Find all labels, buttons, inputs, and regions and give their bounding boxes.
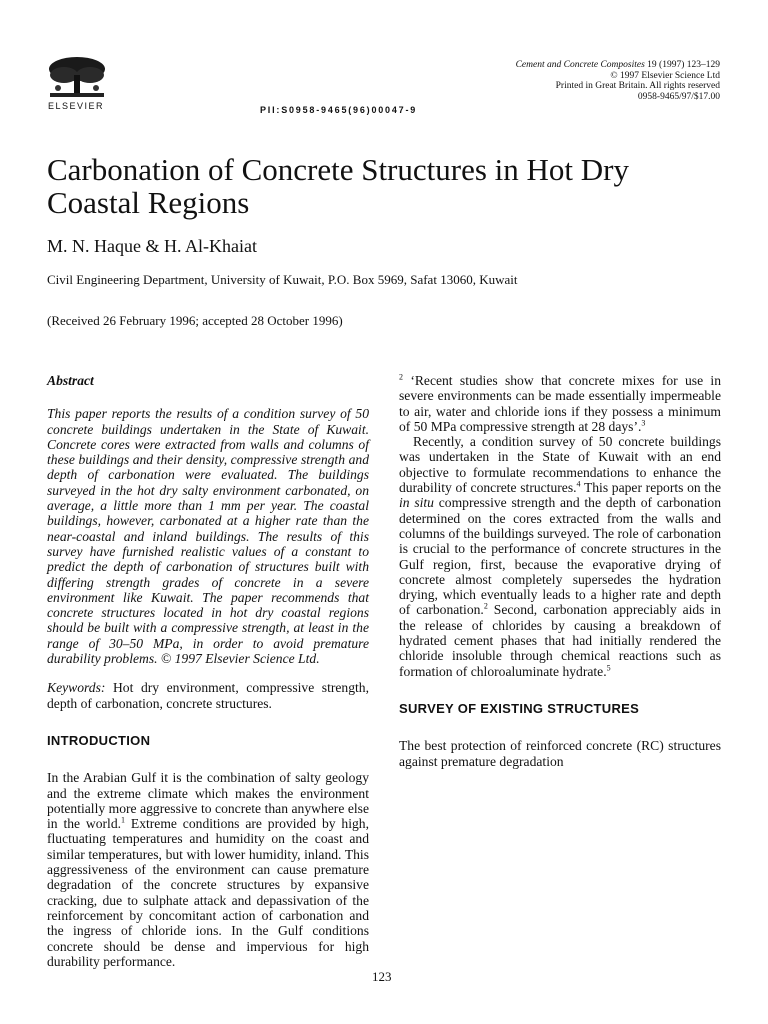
elsevier-tree-logo bbox=[44, 55, 110, 100]
reference-marker: 1 bbox=[121, 815, 126, 825]
reference-marker: 2 bbox=[483, 601, 488, 611]
authors: M. N. Haque & H. Al-Khaiat bbox=[47, 236, 257, 256]
printed-line: Printed in Great Britain. All rights reserved bbox=[555, 81, 720, 91]
journal-citation-line bbox=[516, 60, 720, 71]
received-dates: (Received 26 February 1996; accepted 28 October 1996) bbox=[47, 313, 343, 328]
keywords bbox=[47, 680, 369, 711]
keywords-label: Keywords: bbox=[47, 680, 106, 696]
keywords-text: Hot dry environment, compressive strength, depth of carbonation, concrete structures. bbox=[47, 680, 369, 711]
publisher-name: ELSEVIER bbox=[48, 101, 105, 111]
pii-code: PII:S0958-9465(96)00047-9 bbox=[260, 105, 418, 115]
text-run: Extreme conditions are provided by high, fluctuating temperatures and humidity on the coast and similar temperatures, but with lower humidity, inland. This aggressiveness of the environment can cause premature degradation of the concrete structures by expansive cracking, due to sulphate attack and depassivation of the reinforcement by concomitant action of carbonation and the ingress of chloride ions. In the Gulf conditions concrete should be dense and impervious for high durability performance. bbox=[47, 816, 369, 969]
copyright-line: © 1997 Elsevier Science Ltd bbox=[610, 70, 720, 81]
in-situ-term: in situ bbox=[399, 495, 434, 511]
abstract-heading: Abstract bbox=[47, 373, 94, 388]
journal-citation: 19 (1997) 123–129 bbox=[647, 60, 720, 70]
reference-marker: 3 bbox=[641, 418, 646, 428]
page-number: 123 bbox=[372, 969, 392, 984]
issn-price-line: 0958-9465/97/$17.00 bbox=[637, 91, 720, 102]
text-run: Second, carbonation appreciably aids in the release of chlorides by causing a breakdown of hydrated cement phases that had initially rendered the chloride insoluble through chemical reactions such as formation of chloroaluminate hydrate. bbox=[399, 602, 721, 679]
introduction-paragraph-1-continued bbox=[399, 373, 721, 434]
introduction-paragraph-2 bbox=[399, 434, 721, 679]
text-run: This paper reports on the bbox=[580, 480, 721, 496]
abstract-text: This paper reports the results of a condition survey of 50 concrete buildings undertaken in the State of Kuwait. Concrete cores were extracted from walls and columns of these buildings and their density, compressive strength and depth of carbonation were evaluated. The buildings surveyed in the hot dry salty environment carbonated, on average, a little more than 1 mm per year. The coastal buildings, however, carbonated at a higher rate than the near-coastal and inland buildings. The results of this survey have furnished realistic values of a constant to predict the depth of carbonation of structures built with differing strength grades of concrete in a severe environment like Kuwait. The paper recommends that concrete structures located in hot dry coastal regions should be built with a compressive strength, at least in the range of 30–50 MPa, in order to avoid premature durability problems. © 1997 Elsevier Science Ltd. bbox=[47, 406, 369, 667]
reference-marker: 4 bbox=[576, 479, 581, 489]
journal-name: Cement and Concrete Composites bbox=[515, 60, 645, 70]
text-run: In the Arabian Gulf it is the combination of salty geology and the extreme climate which makes the environment potentially more aggressive to concrete than anywhere else in the world. bbox=[47, 770, 369, 832]
survey-heading: SURVEY OF EXISTING STRUCTURES bbox=[399, 700, 640, 716]
survey-paragraph-1: The best protection of reinforced concrete (RC) structures against premature degradation bbox=[399, 738, 721, 769]
introduction-heading: INTRODUCTION bbox=[47, 732, 151, 748]
journal-info bbox=[516, 60, 720, 102]
left-column bbox=[47, 373, 369, 969]
paper-title: Carbonation of Concrete Structures in Hot Dry Coastal Regions bbox=[47, 152, 629, 220]
reference-marker: 5 bbox=[606, 663, 611, 673]
affiliation: Civil Engineering Department, University of Kuwait, P.O. Box 5969, Safat 13060, Kuwait bbox=[47, 272, 518, 287]
introduction-paragraph-1 bbox=[47, 770, 369, 969]
text-run: compressive strength and the depth of carbonation determined on the cores extracted from the walls and columns of the buildings surveyed. The role of carbonation is crucial to the performance of concrete structures in the Gulf region, first, because the evaporative drying of concrete almost completely supersedes the hydration drying, which eventually leads to a higher rate and depth of carbonation. bbox=[399, 495, 721, 618]
right-column bbox=[399, 373, 721, 769]
text-run: Recently, a condition survey of 50 concrete buildings was undertaken in the State of Kuwait with an end objective to formulate recommendations to enhance the durability of concrete structures. bbox=[399, 434, 721, 496]
text-run: ‘Recent studies show that concrete mixes for use in severe environments can be made essentially impermeable to air, water and chloride ions if they possess a minimum of 50 MPa compressive strength at 28 days’. bbox=[399, 373, 721, 434]
reference-marker: 2 bbox=[399, 372, 403, 382]
